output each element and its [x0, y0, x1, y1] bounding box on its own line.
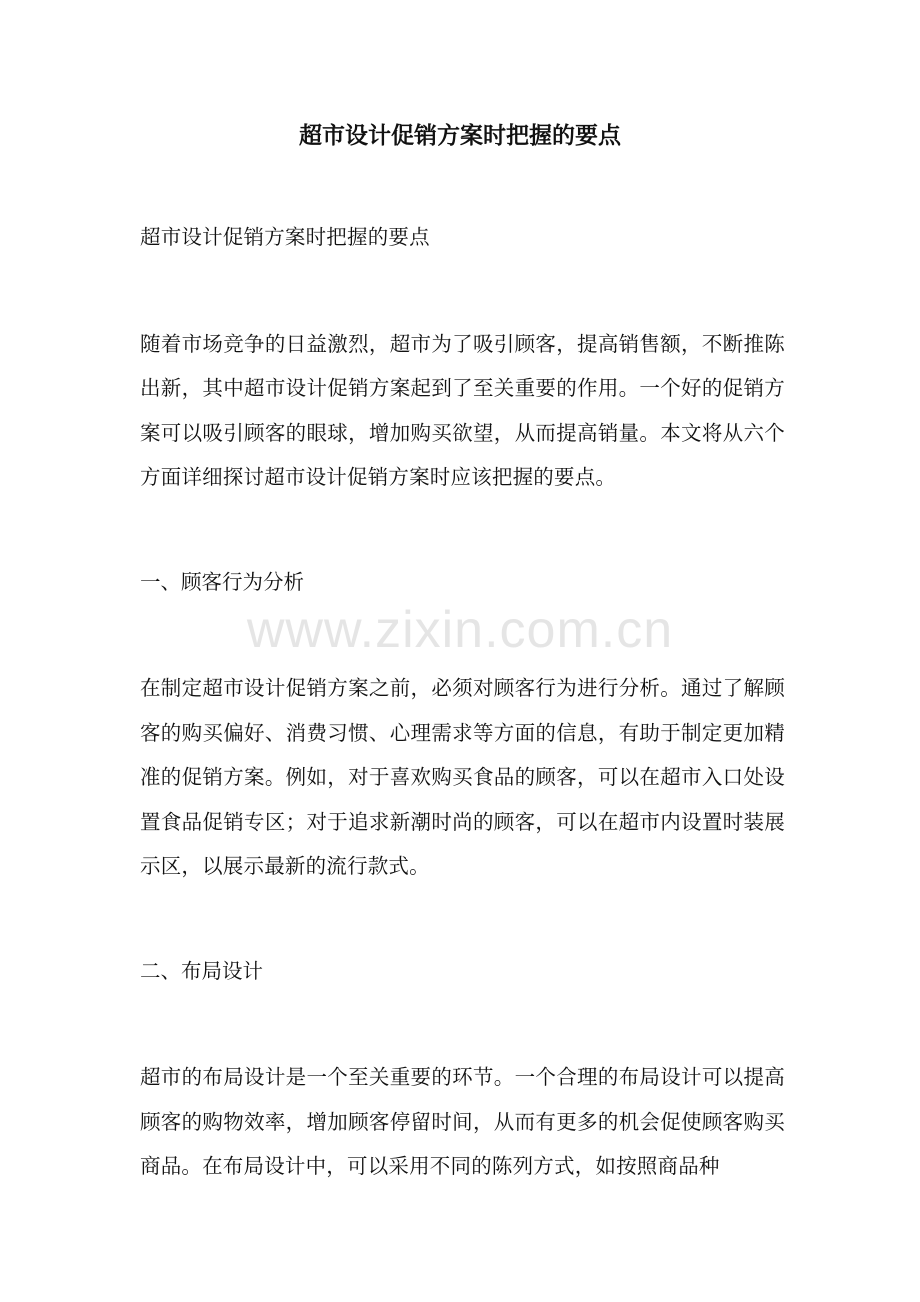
- section-body-1: 在制定超市设计促销方案之前，必须对顾客行为进行分析。通过了解顾客的购买偏好、消费习惯、心理需求等方面的信息，有助于制定更加精准的促销方案。例如，对于喜欢购买食品的顾客，可以在超市入口处设置食品促销专区；对于追求新潮时尚的顾客，可以在超市内设置时装展示区，以展示最新的流行款式。: [140, 676, 785, 878]
- intro-paragraph: 随着市场竞争的日益激烈，超市为了吸引顾客，提高销售额，不断推陈出新，其中超市设计促销方案起到了至关重要的作用。一个好的促销方案可以吸引顾客的眼球，增加购买欲望，从而提高销量。本文将从六个方面详细探讨超市设计促销方案时应该把握的要点。: [140, 331, 785, 489]
- document-body: [140, 215, 785, 1189]
- document-title: 超市设计促销方案时把握的要点: [299, 122, 621, 149]
- section-heading-1: 一、顾客行为分析: [140, 569, 304, 594]
- watermark: www.zixin.com.cn: [246, 601, 674, 659]
- section-heading-2: 二、布局设计: [140, 958, 263, 983]
- subtitle: 超市设计促销方案时把握的要点: [140, 225, 430, 249]
- section-body-2: 超市的布局设计是一个至关重要的环节。一个合理的布局设计可以提高顾客的购物效率，增加顾客停留时间，从而有更多的机会促使顾客购买商品。在布局设计中，可以采用不同的陈列方式，如按照商品种: [140, 1065, 785, 1178]
